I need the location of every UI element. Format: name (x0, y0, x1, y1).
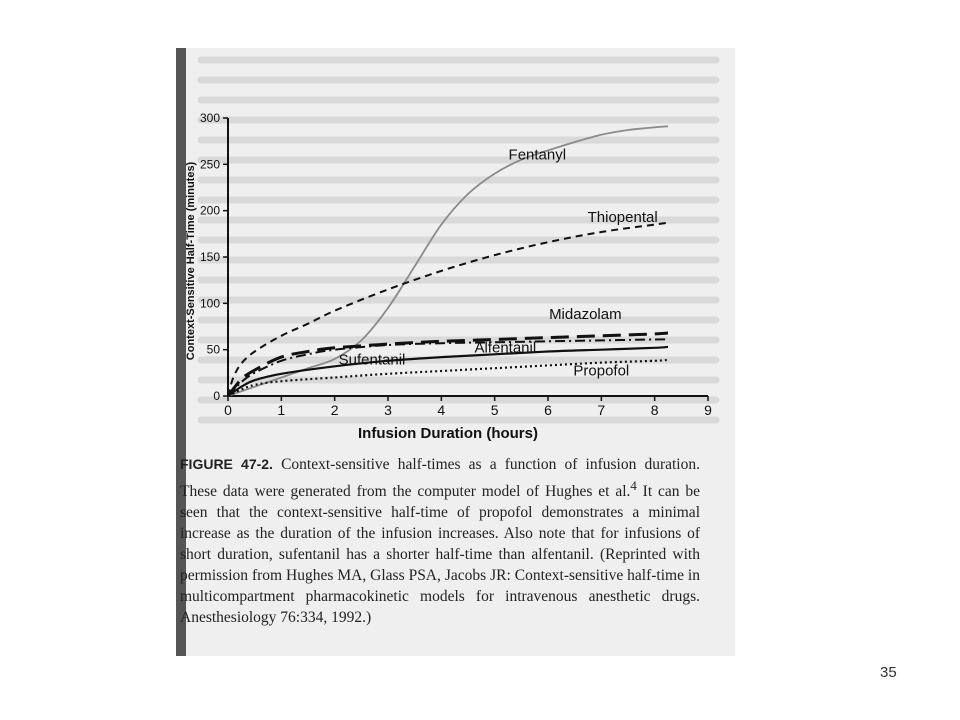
label-sufentanil: Sufentanil (338, 351, 406, 369)
caption-text-continued: It can be seen that the context-sensitive half-time of propofol demonstrates a minimal increase as the duration of the infusion increases. Also note that for infusions of short duration, sufentanil has a shorter half-time than alfentanil. (Reprinted with permission from Hughes MA, Glass PSA, Jacobs JR: Context-sensitive half-time in multicompartment pharmacokinetic models for intravenous anesthetic drugs. Anesthesiology 76:334, 1992.) (180, 483, 700, 627)
x-tick-label: 3 (384, 402, 392, 418)
axes (200, 111, 712, 418)
x-tick-label: 4 (437, 402, 446, 418)
series-line-fentanyl (228, 126, 668, 396)
label-thiopental: Thiopental (587, 208, 658, 226)
caption-text: Context-sensitive half-times as a function of infusion duration. These data were generated from the computer model of Hughes et al. (180, 456, 700, 501)
series-lines (228, 126, 668, 396)
figure-label: FIGURE 47-2. (180, 456, 273, 472)
x-tick-label: 5 (490, 402, 499, 418)
x-tick-label: 2 (330, 402, 339, 418)
figure-caption (180, 454, 700, 628)
y-tick-label: 50 (206, 342, 220, 357)
label-alfentanil: Alfentanil (474, 339, 537, 357)
scanned-figure-page (176, 48, 735, 656)
x-tick-label: 7 (597, 402, 606, 418)
label-fentanyl: Fentanyl (508, 146, 567, 164)
y-axis-title: Context-Sensitive Half-Time (minutes) (185, 161, 197, 361)
y-tick-label: 0 (213, 389, 220, 403)
y-tick-label: 200 (199, 203, 220, 218)
x-tick-label: 0 (224, 402, 232, 418)
label-midazolam: Midazolam (549, 306, 622, 324)
slide-page-number: 35 (880, 664, 897, 681)
y-tick-label: 300 (199, 111, 220, 125)
x-tick-label: 9 (704, 402, 712, 418)
x-tick-label: 8 (650, 402, 659, 418)
x-axis-title: Infusion Duration (hours) (358, 425, 538, 442)
x-tick-label: 1 (277, 402, 286, 418)
y-tick-label: 150 (199, 250, 220, 264)
y-tick-label: 100 (199, 296, 220, 311)
y-tick-label: 250 (199, 157, 220, 172)
x-tick-label: 6 (544, 402, 552, 418)
label-propofol: Propofol (573, 362, 630, 380)
half-time-chart (176, 48, 735, 448)
citation-superscript: 4 (630, 478, 637, 493)
